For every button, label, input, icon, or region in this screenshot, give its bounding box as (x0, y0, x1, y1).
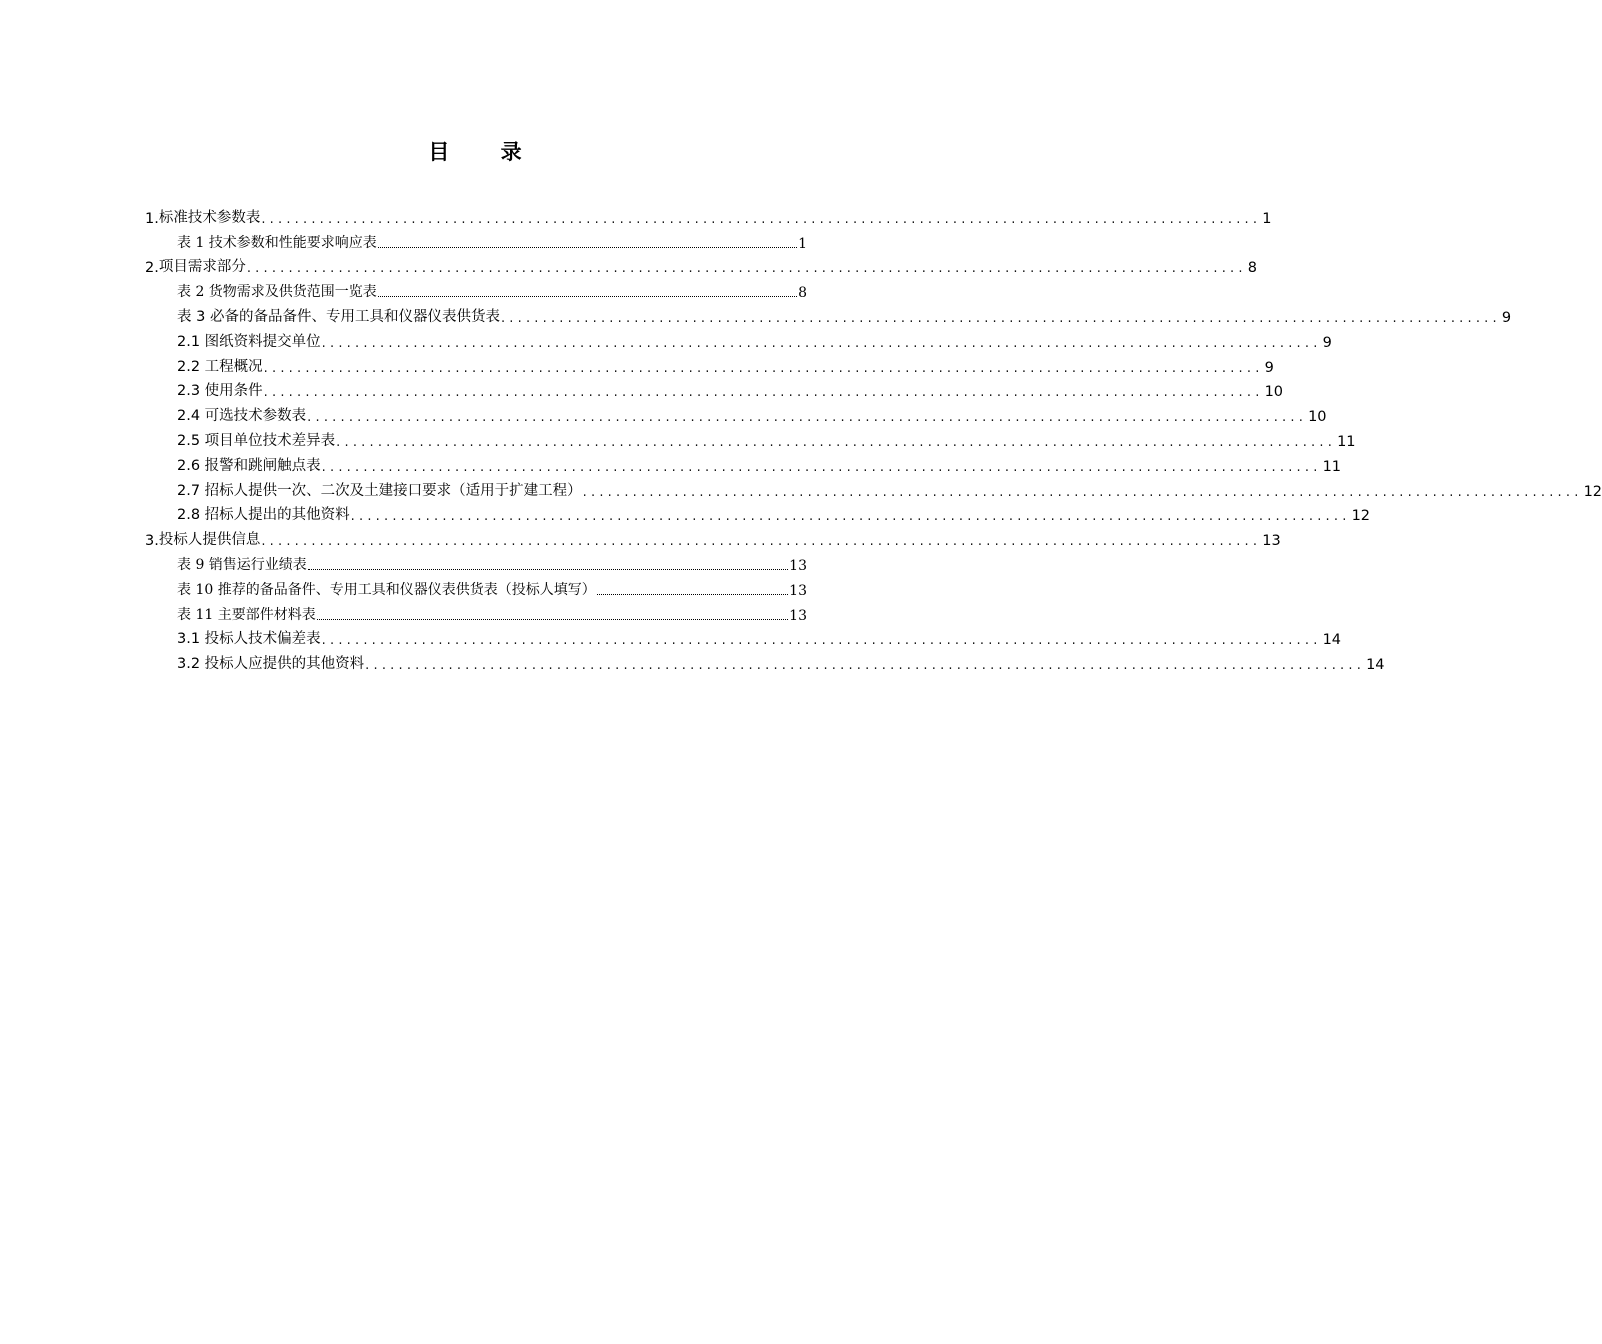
toc-entry-label: 2.4 可选技术参数表 (177, 408, 307, 425)
toc-dot-leader: ........................................................................................................................ (365, 658, 1366, 674)
toc-dot-leader: ........................................................................................................................ (261, 534, 1262, 550)
toc-entry-label: 项目需求部分 (158, 259, 246, 276)
toc-entry[interactable] (145, 500, 1371, 525)
toc-entry-label: 标准技术参数表 (158, 209, 261, 226)
toc-entry-label: 表 9 销售运行业绩表 (177, 556, 307, 573)
toc-dot-leader: ........................................................................................................................ (336, 434, 1337, 450)
toc-entry[interactable] (145, 574, 807, 599)
toc-dot-leader: ........................................................................................................................ (263, 360, 1264, 376)
toc-entry-label: 2.8 招标人提出的其他资料 (177, 507, 350, 524)
toc-entry-page-number: 9 (1322, 334, 1332, 351)
toc-entry[interactable] (145, 276, 807, 301)
page-title: 目 录 (428, 139, 544, 164)
toc-entry[interactable] (145, 301, 1512, 326)
toc-dot-leader (308, 569, 788, 570)
toc-dot-leader: ........................................................................................................................ (263, 385, 1264, 401)
toc-dot-leader: ........................................................................................................................ (500, 310, 1501, 326)
toc-entry-page-number: 9 (1264, 359, 1274, 376)
toc-entry-label: 表 10 推荐的备品备件、专用工具和仪器仪表供货表（投标人填写） (177, 581, 596, 598)
table-of-contents (145, 202, 1602, 674)
toc-entry-label: 2.1 图纸资料提交单位 (177, 333, 321, 350)
toc-entry-label: 投标人提供信息 (158, 532, 261, 549)
toc-entry-page-number: 10 (1264, 384, 1284, 401)
toc-entry-page-number: 1 (1262, 210, 1272, 227)
toc-entry-label: 表 11 主要部件材料表 (177, 606, 316, 623)
toc-entry-page-number: 12 (1351, 508, 1371, 525)
toc-entry[interactable] (145, 376, 1284, 401)
toc-entry[interactable] (145, 450, 1342, 475)
toc-entry-page-number: 10 (1308, 409, 1327, 426)
toc-entry-page-number: 8 (1247, 260, 1257, 277)
toc-entry-page-number: 8 (798, 285, 807, 302)
toc-dot-leader (597, 594, 788, 595)
toc-entry[interactable] (145, 624, 1342, 649)
toc-entry[interactable] (145, 475, 1602, 500)
toc-entry-label: 表 1 技术参数和性能要求响应表 (177, 234, 377, 251)
toc-entry-label: 2.6 报警和跳闸触点表 (177, 457, 321, 474)
toc-entry-page-number: 12 (1583, 483, 1602, 500)
toc-entry[interactable] (145, 425, 1356, 450)
toc-entry-page-number: 11 (1322, 458, 1342, 475)
toc-dot-leader: ........................................................................................................................ (246, 261, 1247, 277)
toc-dot-leader (378, 296, 797, 297)
toc-entry[interactable] (145, 400, 1327, 426)
toc-entry-label: 表 3 必备的备品备件、专用工具和仪器仪表供货表 (177, 308, 500, 325)
toc-entry-page-number: 13 (789, 557, 807, 574)
toc-dot-leader (378, 247, 797, 248)
toc-entry-number: 1. (145, 210, 159, 227)
toc-entry[interactable] (145, 599, 807, 624)
toc-entry-page-number: 9 (1501, 309, 1512, 326)
toc-entry[interactable] (145, 648, 1385, 674)
toc-entry-label: 2.5 项目单位技术差异表 (177, 432, 336, 449)
toc-dot-leader: ........................................................................................................................ (350, 509, 1351, 525)
toc-entry-label: 2.2 工程概况 (177, 358, 263, 375)
toc-entry[interactable] (145, 326, 1332, 351)
toc-dot-leader: ........................................................................................................................ (261, 211, 1262, 227)
toc-entry-page-number: 14 (1366, 657, 1385, 674)
toc-entry-label: 3.1 投标人技术偏差表 (177, 631, 321, 648)
toc-entry-page-number: 11 (1337, 433, 1356, 450)
toc-entry[interactable] (145, 549, 807, 574)
toc-dot-leader: ........................................................................................................................ (307, 410, 1308, 426)
toc-dot-leader: ........................................................................................................................ (321, 459, 1322, 475)
toc-entry-label: 2.7 招标人提供一次、二次及土建接口要求（适用于扩建工程） (177, 482, 582, 499)
toc-entry[interactable] (145, 227, 807, 252)
toc-entry[interactable] (145, 351, 1274, 376)
toc-dot-leader: ........................................................................................................................ (582, 484, 1583, 500)
toc-entry-page-number: 13 (1262, 533, 1281, 550)
toc-entry-number: 3. (145, 533, 159, 550)
toc-entry-label: 表 2 货物需求及供货范围一览表 (177, 284, 377, 301)
toc-entry-label: 3.2 投标人应提供的其他资料 (177, 656, 365, 673)
toc-dot-leader (317, 619, 788, 620)
toc-entry-page-number: 1 (798, 235, 807, 252)
toc-dot-leader: ........................................................................................................................ (321, 633, 1322, 649)
toc-entry[interactable] (145, 524, 1281, 550)
toc-entry[interactable] (145, 202, 1272, 227)
toc-entry-page-number: 13 (789, 607, 807, 624)
toc-entry-label: 2.3 使用条件 (177, 383, 263, 400)
toc-dot-leader: ........................................................................................................................ (321, 335, 1322, 351)
toc-entry-page-number: 13 (789, 582, 807, 599)
toc-entry-number: 2. (145, 260, 159, 277)
toc-entry[interactable] (145, 252, 1257, 277)
toc-entry-page-number: 14 (1322, 632, 1342, 649)
